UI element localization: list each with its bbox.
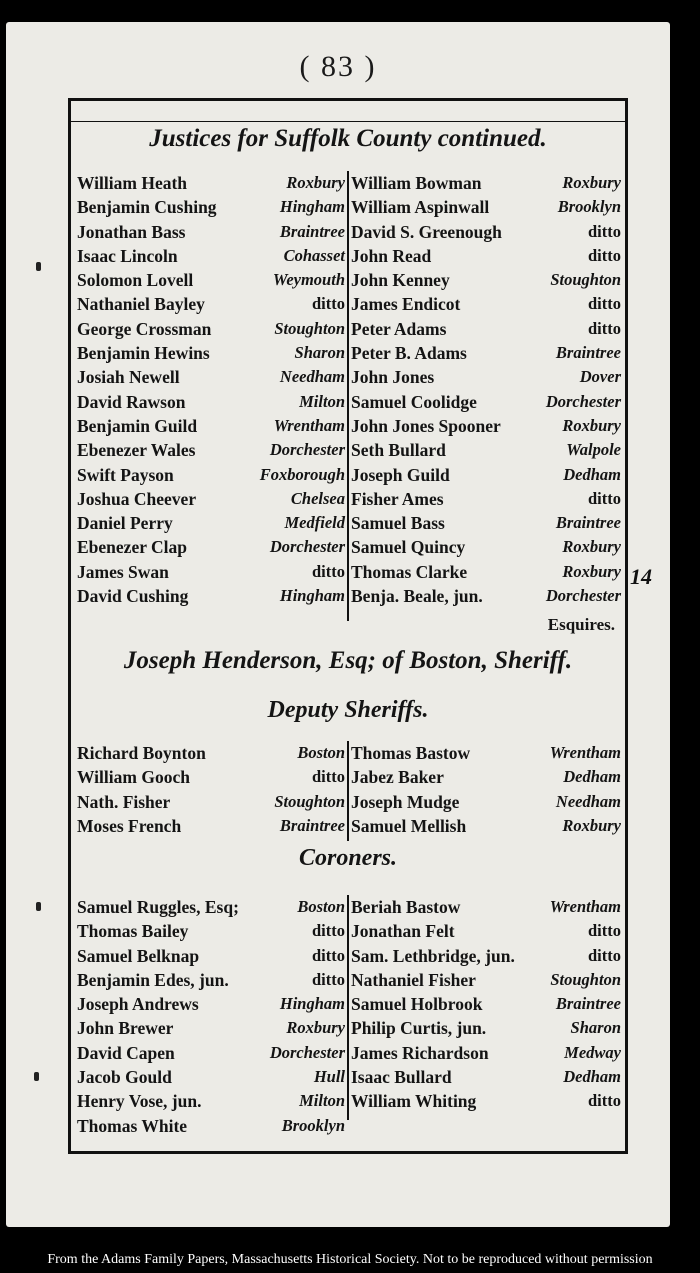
entry-place: Weymouth xyxy=(272,270,345,290)
entry-name: Benjamin Hewins xyxy=(77,343,210,364)
entry-name: Henry Vose, jun. xyxy=(77,1091,202,1112)
entry-place: Brooklyn xyxy=(281,1115,345,1135)
entry-name: Benjamin Cushing xyxy=(77,197,217,218)
entry-row xyxy=(349,1065,623,1089)
entry-row xyxy=(349,944,623,968)
entry-row xyxy=(75,511,347,535)
entry-row xyxy=(349,1016,623,1040)
entry-name: John Read xyxy=(351,245,432,266)
entry-row xyxy=(75,1065,347,1089)
entry-name: Fisher Ames xyxy=(351,488,444,509)
entry-name: Beriah Bastow xyxy=(351,897,461,917)
entry-row xyxy=(349,584,623,608)
entry-name: Joshua Cheever xyxy=(77,488,197,509)
entry-place: Hingham xyxy=(279,994,345,1014)
entry-name: Thomas Bastow xyxy=(351,743,471,763)
entry-place: Medfield xyxy=(284,513,345,533)
entry-row xyxy=(75,1114,347,1138)
entry-row xyxy=(349,1089,623,1113)
entry-name: David Rawson xyxy=(77,391,186,412)
entry-row xyxy=(349,195,623,219)
entry-row xyxy=(349,560,623,584)
entry-name: Joseph Andrews xyxy=(77,994,199,1015)
justices-right-column xyxy=(349,171,623,608)
entry-row xyxy=(75,292,347,316)
entry-place: ditto xyxy=(588,921,621,941)
entry-row xyxy=(349,268,623,292)
entry-name: Thomas Bailey xyxy=(77,921,189,942)
entry-row xyxy=(349,741,623,765)
coroners-heading: Coroners. xyxy=(298,845,398,871)
entry-place: Stoughton xyxy=(550,969,621,989)
entry-row xyxy=(75,438,347,462)
entry-name: Philip Curtis, jun. xyxy=(351,1018,487,1039)
deputies-right-column xyxy=(349,741,623,838)
coroners-left-column xyxy=(75,895,347,1138)
archive-credit: From the Adams Family Papers, Massachusetts Historical Society. Not to be reproduced without permission xyxy=(47,1252,653,1267)
entry-row xyxy=(75,992,347,1016)
entry-name: William Bowman xyxy=(351,173,482,193)
entry-row xyxy=(75,790,347,814)
entry-row xyxy=(349,790,623,814)
coroners-list xyxy=(75,895,621,1140)
entry-place: Stoughton xyxy=(274,791,345,811)
entry-name: Joseph Mudge xyxy=(351,791,460,812)
entry-row xyxy=(75,268,347,292)
entry-place: Dover xyxy=(579,367,621,387)
entry-place: Hull xyxy=(313,1067,345,1087)
entry-name: Swift Payson xyxy=(77,464,174,485)
entry-row xyxy=(349,1041,623,1065)
entry-row xyxy=(349,535,623,559)
margin-annotation: 14 xyxy=(630,564,652,589)
entry-place: Dedham xyxy=(563,1067,621,1087)
entry-place: Needham xyxy=(279,367,345,387)
justices-list xyxy=(75,171,621,621)
sheriff-line: Joseph Henderson, Esq; of Boston, Sheriff. xyxy=(123,647,573,674)
deputy-sheriffs-heading: Deputy Sheriffs. xyxy=(267,697,429,723)
deputies-left-column xyxy=(75,741,347,838)
page-number: ( 83 ) xyxy=(299,50,377,83)
entry-name: Isaac Lincoln xyxy=(77,245,178,266)
entry-name: Sam. Lethbridge, jun. xyxy=(351,945,515,966)
entry-name: David S. Greenough xyxy=(351,221,502,242)
entry-name: Benjamin Guild xyxy=(77,415,198,436)
entry-place: ditto xyxy=(588,221,621,241)
entry-name: Samuel Mellish xyxy=(351,815,467,836)
entry-row xyxy=(75,317,347,341)
entry-name: Jonathan Bass xyxy=(77,221,186,242)
entry-place: Hingham xyxy=(279,197,345,217)
entry-name: James Endicot xyxy=(351,294,461,315)
entry-row xyxy=(75,584,347,608)
entry-place: Dorchester xyxy=(269,1042,345,1062)
entry-name: Jabez Baker xyxy=(351,767,444,788)
entry-row xyxy=(349,414,623,438)
ink-speck xyxy=(36,902,41,911)
entry-row xyxy=(75,919,347,943)
entry-place: Needham xyxy=(555,791,621,811)
entry-place: ditto xyxy=(312,969,345,989)
entry-row xyxy=(75,414,347,438)
entry-place: Chelsea xyxy=(290,488,345,508)
entry-row xyxy=(75,244,347,268)
entry-row xyxy=(349,895,623,919)
entry-row xyxy=(75,390,347,414)
entry-row xyxy=(75,560,347,584)
entry-row xyxy=(75,1089,347,1113)
entry-row xyxy=(349,765,623,789)
entry-row xyxy=(349,220,623,244)
entry-name: Nathaniel Fisher xyxy=(351,969,476,990)
entry-place: Sharon xyxy=(294,343,345,363)
entry-place: Dedham xyxy=(563,464,621,484)
entry-row xyxy=(75,741,347,765)
entry-place: Stoughton xyxy=(274,318,345,338)
entry-row xyxy=(75,365,347,389)
entry-row xyxy=(75,535,347,559)
justices-heading: Justices for Suffolk County continued. xyxy=(149,125,547,152)
entry-name: Jacob Gould xyxy=(77,1067,172,1088)
entry-place: Milton xyxy=(299,1091,345,1111)
entry-name: George Crossman xyxy=(77,318,212,339)
entry-name: David Cushing xyxy=(77,586,189,607)
entry-place: Wrentham xyxy=(273,415,345,435)
entry-name: Thomas Clarke xyxy=(351,561,468,582)
entry-place: Boston xyxy=(297,743,345,762)
entry-name: Ebenezer Wales xyxy=(77,440,196,461)
entry-place: ditto xyxy=(588,318,621,338)
entry-name: John Jones xyxy=(351,367,435,388)
entry-row xyxy=(349,365,623,389)
entry-place: Wrentham xyxy=(549,897,621,916)
entry-place: Braintree xyxy=(555,994,621,1014)
entry-place: ditto xyxy=(312,767,345,787)
entry-name: Samuel Holbrook xyxy=(351,994,483,1015)
entry-place: Hingham xyxy=(279,586,345,606)
entry-row xyxy=(75,1041,347,1065)
entry-place: ditto xyxy=(588,294,621,314)
entry-place: Braintree xyxy=(279,815,345,835)
entry-row xyxy=(349,171,623,195)
entry-row xyxy=(75,944,347,968)
entry-name: Moses French xyxy=(77,815,182,836)
coroners-right-column xyxy=(349,895,623,1114)
entry-place: Walpole xyxy=(566,440,621,460)
entry-place: ditto xyxy=(312,561,345,581)
entry-row xyxy=(349,463,623,487)
entry-place: Roxbury xyxy=(562,815,621,835)
entry-name: Benja. Beale, jun. xyxy=(351,586,483,607)
entry-place: Braintree xyxy=(555,513,621,533)
entry-place: ditto xyxy=(588,245,621,265)
entry-row xyxy=(75,171,347,195)
entry-name: John Kenney xyxy=(351,270,450,291)
entry-row xyxy=(349,511,623,535)
entry-name: John Brewer xyxy=(77,1018,174,1039)
entry-name: Ebenezer Clap xyxy=(77,537,188,558)
entry-name: Samuel Belknap xyxy=(77,945,200,966)
entry-row xyxy=(349,438,623,462)
entry-place: Dorchester xyxy=(269,440,345,460)
entry-name: William Gooch xyxy=(77,767,190,788)
entry-name: Nath. Fisher xyxy=(77,791,171,812)
entry-name: John Jones Spooner xyxy=(351,415,501,436)
deputy-sheriffs-list xyxy=(75,741,621,841)
entry-row xyxy=(75,195,347,219)
entry-place: Foxborough xyxy=(259,464,345,484)
entry-name: Samuel Coolidge xyxy=(351,391,477,412)
entry-name: Daniel Perry xyxy=(77,513,173,534)
entry-row xyxy=(349,487,623,511)
entry-place: ditto xyxy=(588,945,621,965)
entry-row xyxy=(75,765,347,789)
entry-name: James Swan xyxy=(77,561,169,582)
esquires-label: Esquires. xyxy=(547,615,615,634)
entry-row xyxy=(349,968,623,992)
entry-row xyxy=(349,341,623,365)
entry-name: Josiah Newell xyxy=(77,367,180,388)
entry-row xyxy=(349,390,623,414)
entry-place: Roxbury xyxy=(562,415,621,435)
entry-name: Seth Bullard xyxy=(351,440,446,461)
entry-place: ditto xyxy=(312,921,345,941)
entry-place: Brooklyn xyxy=(557,197,621,217)
entry-row xyxy=(75,341,347,365)
entry-place: Braintree xyxy=(279,221,345,241)
entry-place: Cohasset xyxy=(283,245,345,265)
entry-place: Sharon xyxy=(570,1018,621,1038)
almanac-page xyxy=(6,22,670,1227)
entry-row xyxy=(75,463,347,487)
entry-row xyxy=(349,814,623,838)
entry-place: Wrentham xyxy=(549,743,621,762)
entry-row xyxy=(75,1016,347,1040)
entry-name: James Richardson xyxy=(351,1042,489,1063)
entry-name: Nathaniel Bayley xyxy=(77,294,205,315)
entry-name: William Aspinwall xyxy=(351,197,490,218)
entry-row xyxy=(349,919,623,943)
entry-name: Thomas White xyxy=(77,1115,188,1136)
top-rule xyxy=(71,121,625,122)
entry-place: Roxbury xyxy=(562,561,621,581)
entry-name: Joseph Guild xyxy=(351,464,450,485)
entry-place: Stoughton xyxy=(550,270,621,290)
entry-name: Samuel Ruggles, Esq; xyxy=(77,897,239,917)
entry-place: Braintree xyxy=(555,343,621,363)
entry-row xyxy=(75,220,347,244)
entry-name: Isaac Bullard xyxy=(351,1067,452,1088)
entry-row xyxy=(75,895,347,919)
entry-name: Jonathan Felt xyxy=(351,921,455,942)
entry-place: Roxbury xyxy=(286,173,345,192)
entry-place: ditto xyxy=(588,488,621,508)
entry-place: Medway xyxy=(564,1042,621,1062)
entry-name: David Capen xyxy=(77,1042,175,1063)
entry-place: Dorchester xyxy=(545,586,621,606)
entry-place: Dorchester xyxy=(269,537,345,557)
entry-place: Dorchester xyxy=(545,391,621,411)
entry-place: Dedham xyxy=(563,767,621,787)
page-frame xyxy=(68,98,628,1154)
entry-name: Samuel Quincy xyxy=(351,537,466,558)
entry-place: Roxbury xyxy=(562,537,621,557)
entry-name: Peter Adams xyxy=(351,318,447,339)
entry-row xyxy=(349,992,623,1016)
entry-row xyxy=(349,292,623,316)
entry-row xyxy=(75,487,347,511)
entry-name: Benjamin Edes, jun. xyxy=(77,969,229,990)
entry-row xyxy=(349,317,623,341)
entry-place: ditto xyxy=(588,1091,621,1111)
ink-speck xyxy=(36,262,41,271)
entry-place: Roxbury xyxy=(562,173,621,192)
ink-speck xyxy=(34,1072,39,1081)
entry-place: Roxbury xyxy=(286,1018,345,1038)
entry-row xyxy=(75,814,347,838)
entry-name: Solomon Lovell xyxy=(77,270,194,291)
justices-left-column xyxy=(75,171,347,608)
entry-name: William Heath xyxy=(77,173,188,193)
entry-row xyxy=(349,244,623,268)
entry-row xyxy=(75,968,347,992)
entry-name: Richard Boynton xyxy=(77,743,206,763)
entry-name: William Whiting xyxy=(351,1091,477,1112)
entry-name: Peter B. Adams xyxy=(351,343,467,364)
entry-place: ditto xyxy=(312,945,345,965)
entry-name: Samuel Bass xyxy=(351,513,445,534)
entry-place: Boston xyxy=(297,897,345,916)
entry-place: ditto xyxy=(312,294,345,314)
entry-place: Milton xyxy=(299,391,345,411)
